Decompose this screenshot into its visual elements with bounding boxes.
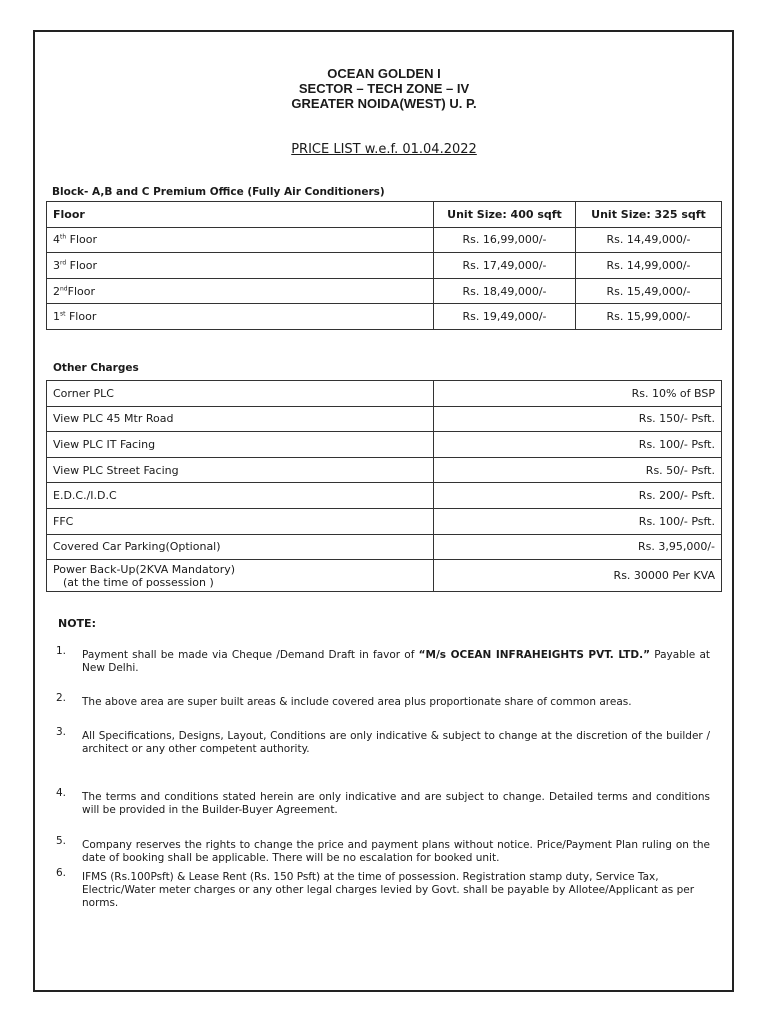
price-325-cell: Rs. 15,99,000/- (576, 304, 722, 330)
table-row (47, 432, 722, 458)
charge-item: View PLC Street Facing (47, 457, 434, 483)
charge-item: Corner PLC (47, 381, 434, 407)
charge-value: Rs. 100/- Psft. (434, 432, 722, 458)
charge-value: Rs. 3,95,000/- (434, 534, 722, 560)
table-row (47, 508, 722, 534)
charge-value: Rs. 10% of BSP (434, 381, 722, 407)
price-400-cell: Rs. 16,99,000/- (434, 227, 576, 253)
note-item: 6. IFMS (Rs.100Psft) & Lease Rent (Rs. 150 Psft) at the time of possession. Registration stamp duty, Service Tax, Electric/Water meter charges or any other legal charges levied by Govt. shall be payable by Allotee/Applicant as per norms. (56, 867, 695, 909)
table-row (47, 406, 722, 432)
unit-325-header: Unit Size: 325 sqft (576, 202, 722, 228)
note-title: NOTE: (58, 617, 96, 630)
price-400-cell: Rs. 18,49,000/- (434, 278, 576, 304)
price-400-cell: Rs. 17,49,000/- (434, 253, 576, 279)
floor-price-table (46, 201, 722, 330)
floor-cell: 2ndFloor (47, 278, 434, 304)
table-row (47, 304, 722, 330)
note-item: 4. The terms and conditions stated herein are only indicative and are subject to change. Detailed terms and conditions will be provided in the Builder-Buyer Agreement. (56, 787, 710, 816)
charge-value: Rs. 30000 Per KVA (434, 560, 722, 592)
project-location: GREATER NOIDA(WEST) U. P. (291, 96, 477, 111)
note-item: 3. All Specifications, Designs, Layout, Conditions are only indicative & subject to change at the discretion of the builder / architect or any other competent authority. (56, 726, 710, 755)
charge-value: Rs. 50/- Psft. (434, 457, 722, 483)
table-row (47, 560, 722, 592)
charge-item: Covered Car Parking(Optional) (47, 534, 434, 560)
floor-cell: 3rd Floor (47, 253, 434, 279)
charge-item: E.D.C./I.D.C (47, 483, 434, 509)
price-list-title: PRICE LIST w.e.f. 01.04.2022 (291, 142, 477, 157)
table-row (47, 278, 722, 304)
floor-header: Floor (47, 202, 434, 228)
floor-cell: 1st Floor (47, 304, 434, 330)
charge-item: FFC (47, 508, 434, 534)
price-325-cell: Rs. 14,99,000/- (576, 253, 722, 279)
note-item: 2. The above area are super built areas & include covered area plus proportionate share of common areas. (56, 692, 632, 708)
charge-item: View PLC IT Facing (47, 432, 434, 458)
unit-400-header: Unit Size: 400 sqft (434, 202, 576, 228)
charge-value: Rs. 150/- Psft. (434, 406, 722, 432)
table-row (47, 227, 722, 253)
block-label: Block- A,B and C Premium Office (Fully Air Conditioners) (52, 186, 385, 198)
price-325-cell: Rs. 15,49,000/- (576, 278, 722, 304)
other-charges-table (46, 380, 722, 592)
charge-item: Power Back-Up(2KVA Mandatory) (at the time of possession ) (47, 560, 434, 592)
note-item: 1. Payment shall be made via Cheque /Demand Draft in favor of “M/s OCEAN INFRAHEIGHTS PVT. LTD.” Payable at New Delhi. (56, 645, 710, 674)
price-400-cell: Rs. 19,49,000/- (434, 304, 576, 330)
table-row (47, 483, 722, 509)
charge-item: View PLC 45 Mtr Road (47, 406, 434, 432)
price-325-cell: Rs. 14,49,000/- (576, 227, 722, 253)
project-name: OCEAN GOLDEN I (327, 66, 441, 81)
table-row (47, 534, 722, 560)
charge-value: Rs. 100/- Psft. (434, 508, 722, 534)
floor-cell: 4th Floor (47, 227, 434, 253)
table-header-row (47, 202, 722, 228)
project-sector: SECTOR – TECH ZONE – IV (298, 81, 470, 96)
note-item: 5. Company reserves the rights to change the price and payment plans without notice. Price/Payment Plan ruling on the date of booking shall be applicable. There will be no escalation for booked unit. (56, 835, 710, 864)
table-row (47, 457, 722, 483)
table-row (47, 253, 722, 279)
other-charges-label: Other Charges (53, 362, 139, 374)
charge-value: Rs. 200/- Psft. (434, 483, 722, 509)
table-row (47, 381, 722, 407)
